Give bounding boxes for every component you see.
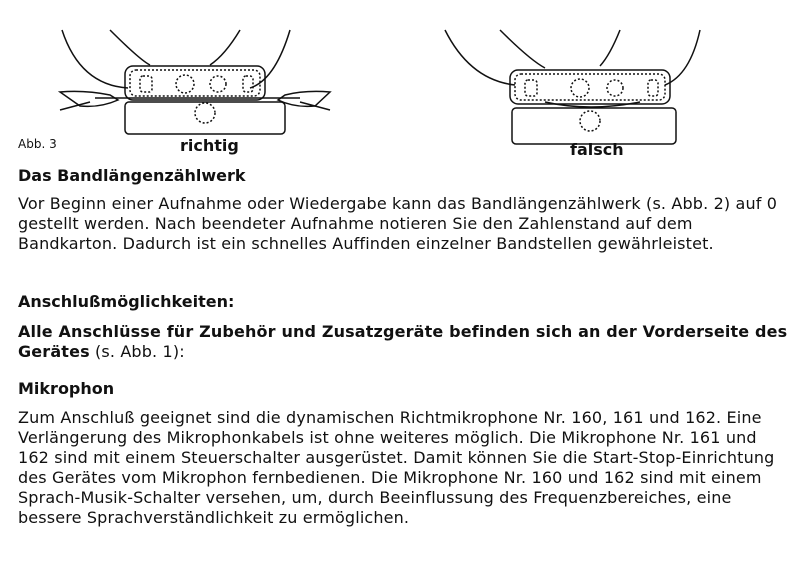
mic-heading: Mikrophon [18,379,115,398]
label-wrong: falsch [570,140,624,159]
figure-caption: Abb. 3 [18,137,57,151]
connections-paragraph [18,322,788,362]
connections-bold-text: Alle Anschlüsse für Zubehör und Zusatzgeräte befinden sich an der Vorderseite des Gerätes [18,322,788,361]
correct-illustration [60,30,330,134]
wrong-illustration [445,30,700,144]
mic-paragraph: Zum Anschluß geeignet sind die dynamischen Richtmikrophone Nr. 160, 161 und 162. Eine Verlängerung des Mikrophonkabels ist ohne weiteres möglich. Die Mikrophone Nr. 161 und 162 sind mit einem Steuerschalter ausgerüstet. Damit können Sie die Start-Stop-Einrichtung des Gerätes vom Mikrophon fernbedienen. Die Mikrophone Nr. 160 und 162 sind mit einem Sprach-Musik-Schalter versehen, um, durch Beeinflussung des Frequenzbereiches, eine bessere Sprachverständlichkeit zu ermöglichen. [18,408,775,527]
label-correct: richtig [180,136,239,155]
counter-heading: Das Bandlängenzählwerk [18,166,246,185]
tape-recorder-illustration [0,0,800,170]
connections-heading: Anschlußmöglichkeiten: [18,292,235,311]
connections-ref-text: (s. Abb. 1): [89,342,185,361]
counter-paragraph: Vor Beginn einer Aufnahme oder Wiedergabe kann das Bandlängenzählwerk (s. Abb. 2) auf 0 gestellt werden. Nach beendeter Aufnahme notieren Sie den Zahlenstand auf dem Bandkarton. Dadurch ist ein schnelles Auffinden einzelner Bandstellen gewährleistet. [18,194,778,253]
